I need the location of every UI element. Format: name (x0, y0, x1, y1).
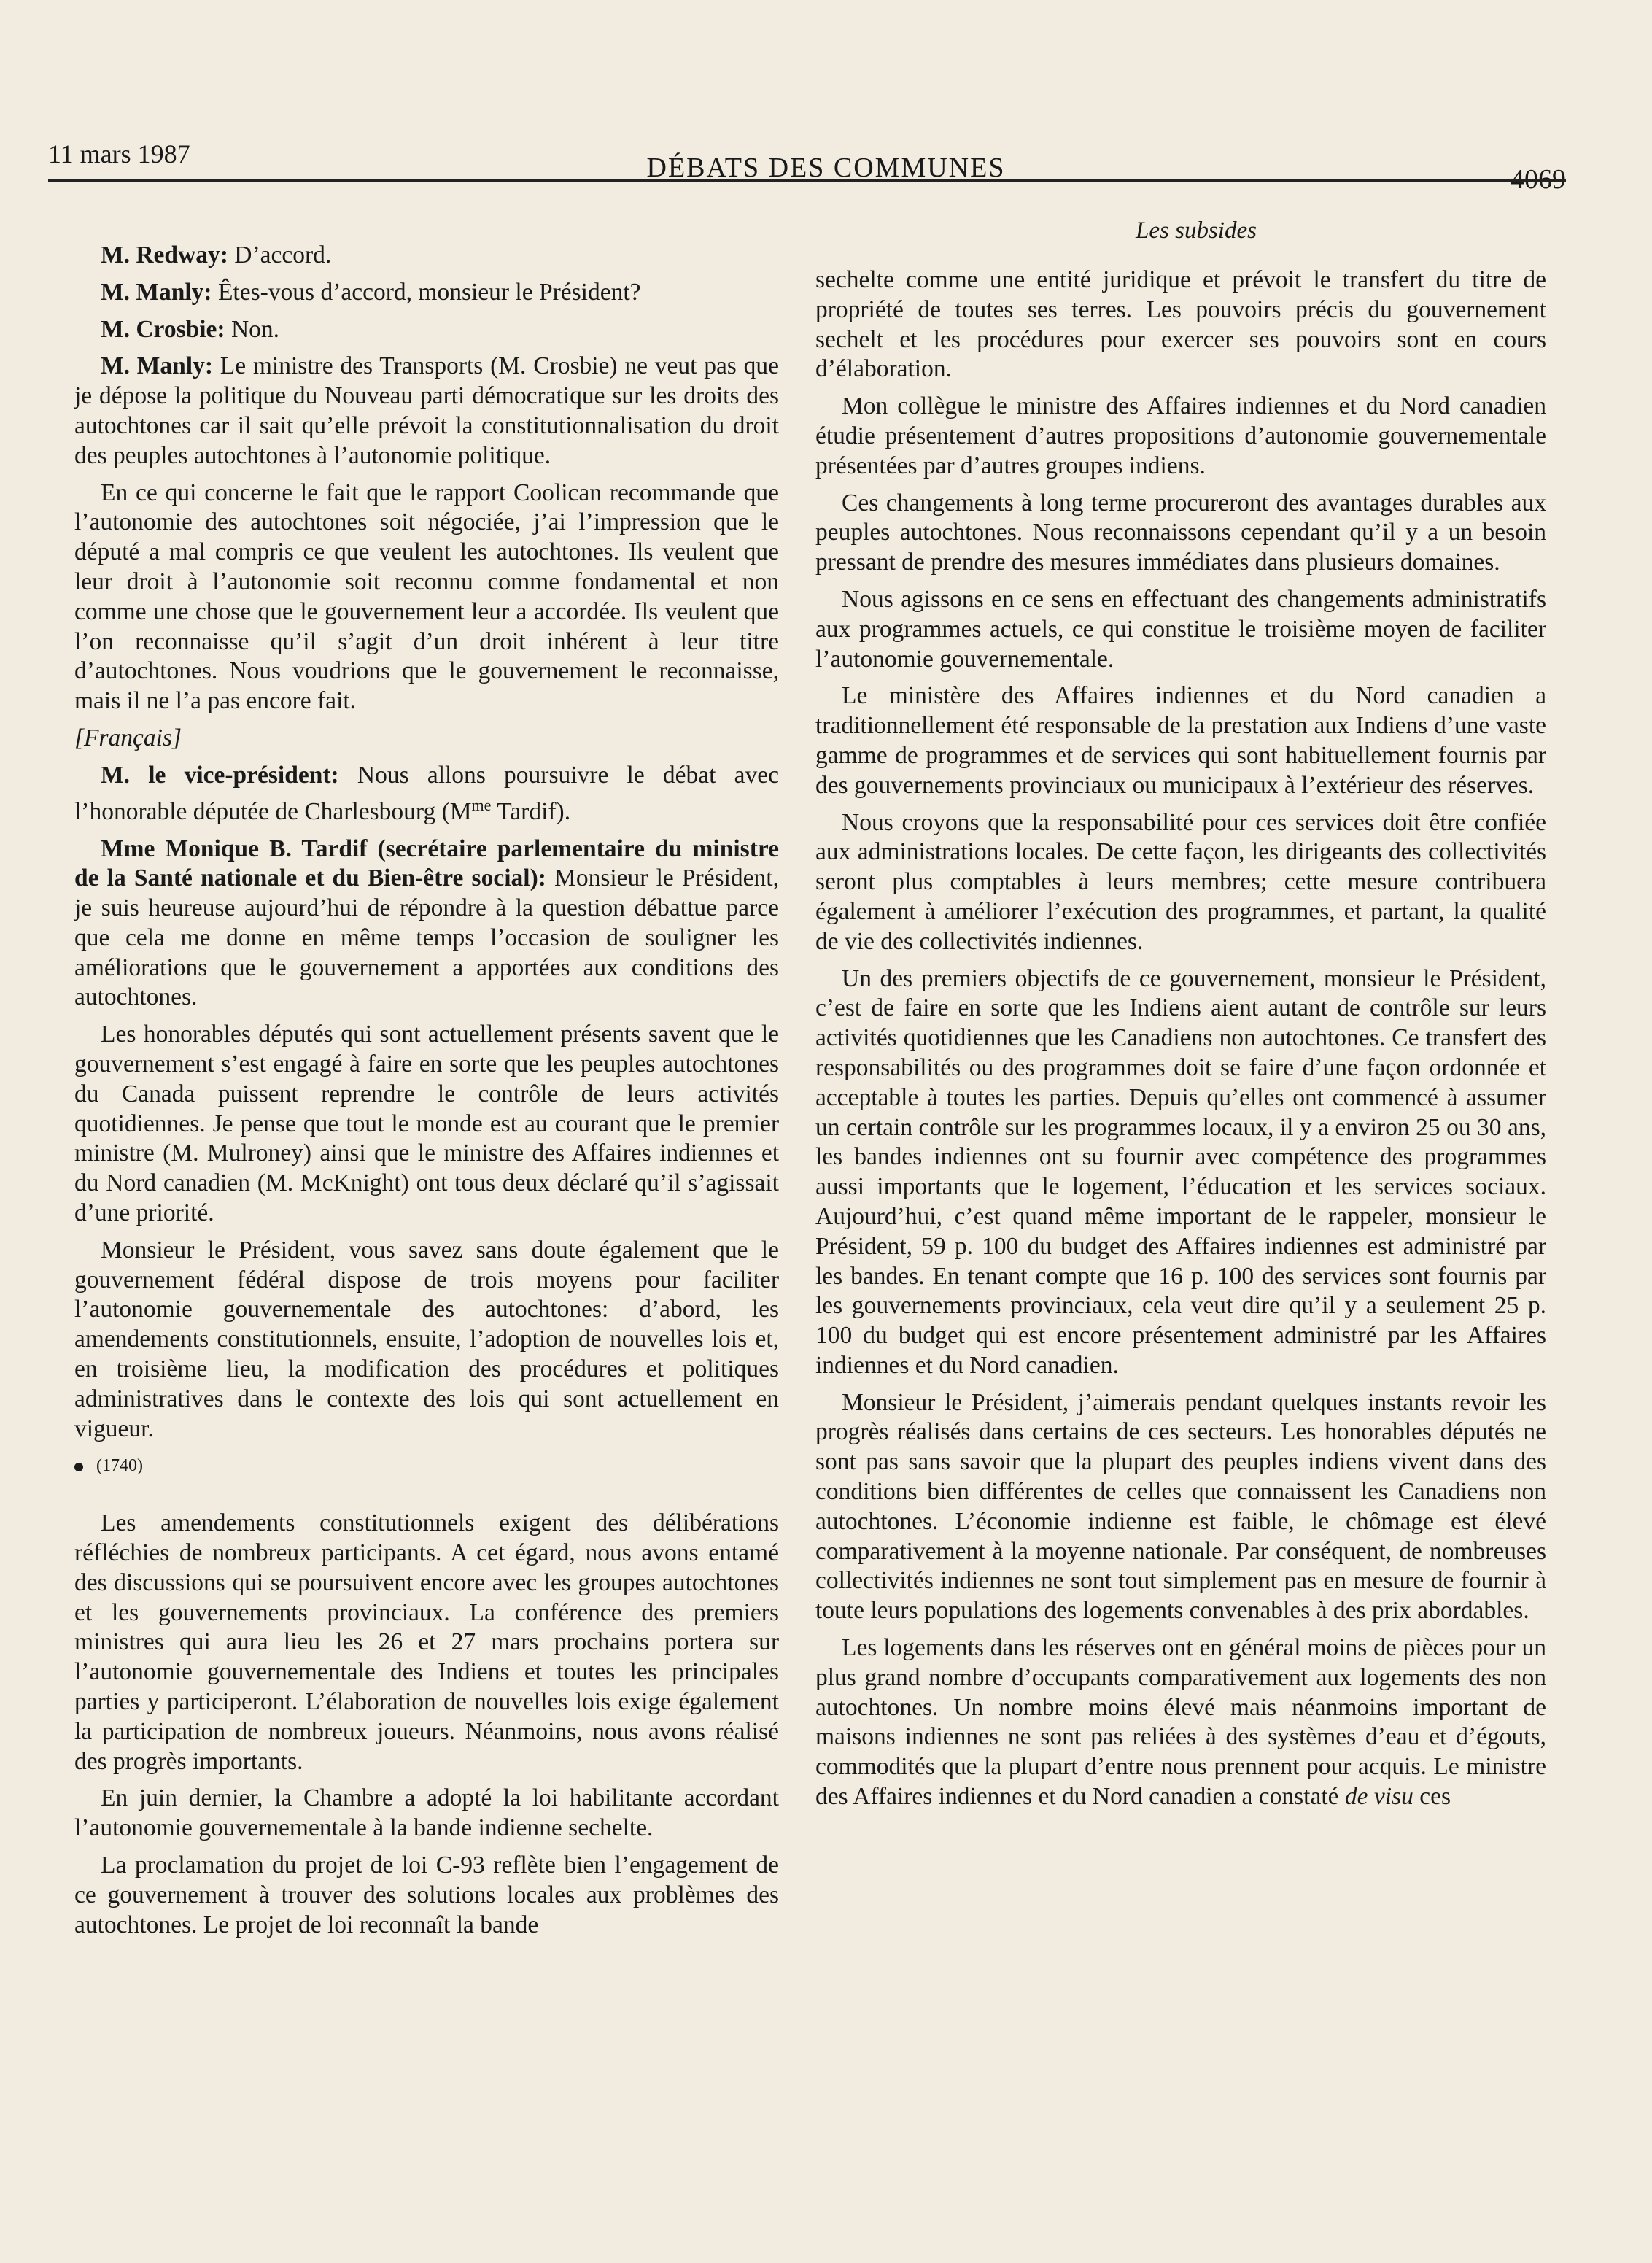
paragraph: Nous agissons en ce sens en effectuant des changements administratifs aux programmes actuels, ce qui constitue le troisième moyen de faciliter l’autonomie gouvernementale. (815, 585, 1546, 673)
header-date: 11 mars 1987 (48, 139, 190, 169)
paragraph (74, 241, 779, 271)
header-title: DÉBATS DES COMMUNES (646, 152, 1006, 183)
paragraph (74, 278, 779, 308)
paragraph: Monsieur le Président, j’aimerais pendant quelques instants revoir les progrès réalisés dans certains de ces secteurs. Les honorables députés ne sont pas sans savoir que la plupart des peuples indiens vivent dans des conditions bien différentes de celles que connaissent les Canadiens non autochtones. L’économie indienne est faible, le chômage est élevé comparativement à la moyenne nationale. Par conséquent, de nombreuses collectivités indiennes ne sont tout simplement pas en mesure de fournir à toute leurs populations des logements convenables à des prix abordables. (815, 1388, 1546, 1625)
paragraph: sechelte comme une entité juridique et prévoit le transfert du titre de propriété de toutes ses terres. Les pouvoirs précis du gouvernement sechelt et les procédures pour exercer ses pouvoirs sont en cours d’élaboration. (815, 266, 1546, 383)
speaker-name: M. Manly: (101, 352, 213, 380)
paragraph: Les amendements constitutionnels exigent des délibérations réfléchies de nombreux participants. A cet égard, nous avons entamé des discussions qui se poursuivent encore avec les groupes autochtones et les gouvernements provinciaux. La conférence des premiers ministres qui aura lieu les 26 et 27 mars prochains portera sur l’autonomie gouvernementale des Indiens et toutes les principales parties y participeront. L’élaboration de nouvelles lois exige également la participation de nombreux joueurs. Néanmoins, nous avons réalisé des progrès importants. (74, 1509, 779, 1775)
time-marker-text: (1740) (96, 1456, 143, 1476)
speaker-name: M. Crosbie: (101, 315, 225, 343)
paragraph: En juin dernier, la Chambre a adopté la loi habilitante accordant l’autonomie gouvernementale à la bande indienne sechelte. (74, 1784, 779, 1842)
paragraph: Ces changements à long terme procureront des avantages durables aux peuples autochtones. Nous reconnaissons cependant qu’il y a un besoin pressant de prendre des mesures immédiates dans plusieurs domaines. (815, 489, 1546, 576)
paragraph: Mon collègue le ministre des Affaires indiennes et du Nord canadien étudie présentement d’autres propositions d’autonomie gouvernementale présentées par d’autres groupes indiens. (815, 392, 1546, 479)
header-page-number: 4069 (1511, 164, 1566, 195)
left-column (74, 241, 779, 1947)
paragraph (74, 761, 779, 827)
speaker-name: M. Manly: (101, 278, 212, 306)
paragraph-text: Nous allons poursuivre le débat avec l’honorable députée de Charlesbourg (M (74, 761, 779, 825)
paragraph-text: Non. (225, 315, 280, 343)
paragraph: Les honorables députés qui sont actuellement présents savent que le gouvernement s’est engagé à faire en sorte que les peuples autochtones du Canada puissent reprendre le contrôle de leurs activités quotidiennes. Je pense que tout le monde est au courant que le premier ministre (M. Mulroney) ainsi que le ministre des Affaires indiennes et du Nord canadien (M. McKnight) ont tous deux déclaré qu’il s’agissait d’une priorité. (74, 1021, 779, 1227)
paragraph-text: Êtes-vous d’accord, monsieur le Président? (212, 278, 641, 306)
paragraph: Nous croyons que la responsabilité pour ces services doit être confiée aux administrations locales. De cette façon, les dirigeants des collectivités seront plus comptables à leurs membres; cette mesure contribuera également à améliorer l’exécution des programmes, et partant, la qualité de vie des collectivités indiennes. (815, 808, 1546, 955)
paragraph: Le ministère des Affaires indiennes et du Nord canadien a traditionnellement été responsable de la prestation aux Indiens d’une vaste gamme de programmes et de services qui sont habituellement fournis par des gouvernements provinciaux ou municipaux à l’extérieur des réserves. (815, 682, 1546, 799)
paragraph (74, 352, 779, 471)
bullet-icon (74, 1463, 83, 1471)
time-marker (74, 1451, 779, 1481)
paragraph: Monsieur le Président, vous savez sans doute également que le gouvernement fédéral dispose de trois moyens pour faciliter l’autonomie gouvernementale des autochtones: d’abord, les amendements constitutionnels, ensuite, l’adoption de nouvelles lois et, en troisième lieu, la modification des procédures et politiques administratives dans le contexte des lois qui sont actuellement en vigueur. (74, 1236, 779, 1442)
paragraph: La proclamation du projet de loi C-93 reflète bien l’engagement de ce gouvernement à trouver des solutions locales aux problèmes des autochtones. Le projet de loi reconnaît la bande (74, 1852, 779, 1938)
paragraph: Un des premiers objectifs de ce gouvernement, monsieur le Président, c’est de faire en sorte que les Indiens aient autant de contrôle sur leurs activités quotidiennes que les Canadiens non autochtones. Ce transfert des responsabilités ou des programmes doit se faire d’une façon ordonnée et acceptable à toutes les parties. Depuis qu’elles ont commencé à assumer un certain contrôle sur les programmes locaux, il y a environ 25 ou 30 ans, les bandes indiennes ont su fournir avec compétence des programmes aussi importants que le logement, l’éducation et les services sociaux. Aujourd’hui, c’est quand même important de le rappeler, monsieur le Président, 59 p. 100 du budget des Affaires indiennes est administré par les bandes. En tenant compte que 16 p. 100 des services sont fournis par les gouvernements provinciaux, cela veut dire qu’il y a seulement 25 p. 100 du budget qui est encore présentement administré par les Affaires indiennes et du Nord canadien. (815, 964, 1546, 1379)
paragraph-text: Tardif). (491, 797, 571, 825)
paragraph-text: D’accord. (228, 241, 332, 268)
paragraph-text: Monsieur le Président, je suis heureuse aujourd’hui de répondre à la question débattue parce que cela me donne en même temps l’occasion de souligner les améliorations que le gouvernement a apportées aux conditions des autochtones. (74, 864, 779, 1011)
paragraph-text: Les logements dans les réserves ont en général moins de pièces pour un plus grand nombre d’occupants comparativement aux logements des non autochtones. Un nombre moins élevé mais néanmoins important de maisons indiennes ne sont pas reliées à des systèmes d’eau et d’égouts, commodités que la plupart d’entre nous prennent pour acquis. Le ministre des Affaires indiennes et du Nord canadien a constaté (815, 1634, 1546, 1811)
language-tag: [Français] (74, 724, 182, 751)
speaker-name: Mme Monique B. Tardif (secrétaire parlementaire du ministre de la Santé nationale et du Bien-être social): (74, 835, 779, 892)
paragraph-text: Le ministre des Transports (M. Crosbie) ne veut pas que je dépose la politique du Nouveau parti démocratique sur les droits des autochtones car il sait qu’elle prévoit la constitutionnalisation du droit des peuples autochtones à l’autonomie politique. (74, 352, 779, 469)
paragraph-text: ces (1413, 1783, 1451, 1811)
paragraph (815, 1633, 1546, 1812)
section-title: Les subsides (1136, 217, 1257, 244)
paragraph (74, 315, 779, 345)
paragraph (74, 835, 779, 1013)
italic-text: de visu (1344, 1783, 1413, 1811)
right-column (815, 266, 1546, 1819)
header-rule (48, 179, 1566, 182)
speaker-name: M. Redway: (101, 241, 228, 268)
superscript: me (471, 795, 492, 814)
speaker-name: M. le vice-président: (101, 761, 339, 789)
paragraph: En ce qui concerne le fait que le rapport Coolican recommande que l’autonomie des autochtones soit négociée, j’ai l’impression que le député a mal compris ce que veulent les autochtones. Ils veulent que leur droit à l’autonomie soit reconnu comme fondamental et non comme une chose que le gouvernement leur a accordée. Ils veulent que l’on reconnaisse qu’il s’agit d’un droit inhérent à leur titre d’autochtones. Nous voudrions que le gouvernement le reconnaisse, mais il ne l’a pas encore fait. (74, 479, 779, 715)
